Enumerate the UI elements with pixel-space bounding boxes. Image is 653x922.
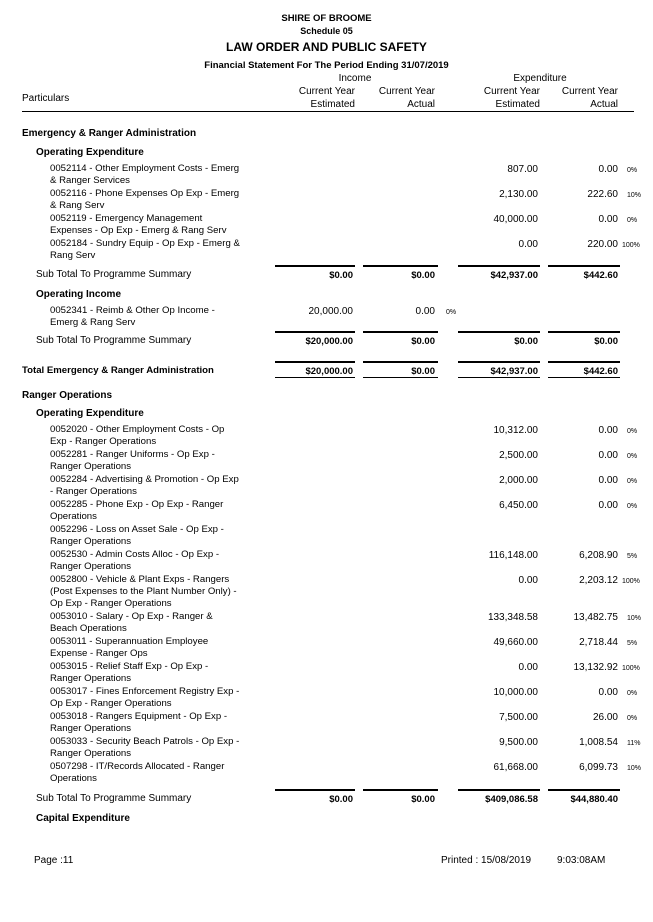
total-underline bbox=[458, 377, 540, 378]
exp-est-value: 10,312.00 bbox=[493, 425, 538, 436]
exp-act-value: 2,718.44 bbox=[579, 637, 618, 648]
pct-value: 11% bbox=[627, 740, 641, 747]
total-exp-est: $42,937.00 bbox=[490, 366, 538, 377]
row-desc-l1: 0052285 - Phone Exp - Op Exp - Ranger bbox=[50, 499, 224, 510]
row-desc-l2: - Ranger Operations bbox=[50, 486, 137, 497]
pct-value: 0% bbox=[627, 690, 638, 697]
row-desc-l2: Expenses - Op Exp - Emerg & Rang Serv bbox=[50, 225, 227, 236]
subtotal-exp-est: $409,086.58 bbox=[485, 794, 538, 805]
total-exp-act: $442.60 bbox=[583, 366, 618, 377]
exp-est-value: 0.00 bbox=[518, 575, 538, 586]
exp-act-value: 1,008.54 bbox=[579, 737, 618, 748]
exp-est-value: 807.00 bbox=[507, 164, 538, 175]
pct-value: 100% bbox=[622, 242, 640, 249]
pct-value: 0% bbox=[446, 309, 457, 316]
pct-value: 10% bbox=[627, 765, 642, 772]
exp-est-value: 133,348.58 bbox=[487, 612, 538, 623]
total-rule bbox=[363, 331, 438, 333]
row-desc-l2: & Rang Serv bbox=[50, 200, 105, 211]
total-rule bbox=[548, 361, 620, 363]
exp-act-value: 220.00 bbox=[587, 239, 618, 250]
total-rule bbox=[275, 361, 355, 363]
income-act-header-l2: Actual bbox=[407, 99, 435, 110]
subtotal-exp-est: $0.00 bbox=[514, 336, 538, 347]
row-desc-l2: Ranger Operations bbox=[50, 673, 132, 684]
subtotal-exp-act: $44,880.40 bbox=[570, 794, 618, 805]
org-name: SHIRE OF BROOME bbox=[281, 13, 372, 24]
total-rule bbox=[548, 331, 620, 333]
subsection-label: Capital Expenditure bbox=[36, 813, 130, 824]
subtotal-label: Sub Total To Programme Summary bbox=[36, 269, 192, 280]
total-rule bbox=[363, 361, 438, 363]
subtotal-inc-act: $0.00 bbox=[411, 270, 435, 281]
row-desc-l1: 0053017 - Fines Enforcement Registry Exp - bbox=[50, 686, 240, 697]
total-rule bbox=[275, 331, 355, 333]
row-desc-l2: & Ranger Services bbox=[50, 175, 130, 186]
expenditure-header: Expenditure bbox=[513, 73, 567, 84]
total-inc-est: $20,000.00 bbox=[305, 366, 353, 377]
exp-act-value: 0.00 bbox=[598, 425, 618, 436]
printed-time: 9:03:08AM bbox=[557, 855, 606, 866]
exp-est-value: 10,000.00 bbox=[493, 687, 538, 698]
row-desc-l1: 0052281 - Ranger Uniforms - Op Exp - bbox=[50, 449, 215, 460]
exp-act-value: 0.00 bbox=[598, 214, 618, 225]
exp-est-value: 9,500.00 bbox=[499, 737, 538, 748]
total-rule bbox=[548, 265, 620, 267]
report-title: LAW ORDER AND PUBLIC SAFETY bbox=[226, 40, 427, 54]
exp-act-value: 0.00 bbox=[598, 475, 618, 486]
subtotal-inc-est: $0.00 bbox=[329, 794, 353, 805]
total-rule bbox=[458, 265, 540, 267]
exp-est-value: 116,148.00 bbox=[488, 550, 538, 561]
total-rule bbox=[363, 789, 438, 791]
total-rule bbox=[458, 789, 540, 791]
row-desc-l1: 0053033 - Security Beach Patrols - Op Exp - bbox=[50, 736, 240, 747]
row-desc-l2: Rang Serv bbox=[50, 250, 96, 261]
row-desc-l1: 0052284 - Advertising & Promotion - Op Exp bbox=[50, 474, 239, 485]
pct-value: 10% bbox=[627, 192, 642, 199]
row-desc-l2: Expense - Ranger Ops bbox=[50, 648, 148, 659]
row-desc-l2: Ranger Operations bbox=[50, 461, 132, 472]
report-period: Financial Statement For The Period Ending 31/07/2019 bbox=[204, 60, 449, 71]
subsection-label: Operating Expenditure bbox=[36, 147, 144, 158]
total-label: Total Emergency & Ranger Administration bbox=[22, 365, 214, 376]
row-desc-l1: 0052296 - Loss on Asset Sale - Op Exp - bbox=[50, 524, 224, 535]
total-rule bbox=[275, 265, 355, 267]
exp-est-value: 40,000.00 bbox=[493, 214, 538, 225]
exp-act-header-l2: Actual bbox=[590, 99, 618, 110]
row-desc-l1: 0052341 - Reimb & Other Op Income - bbox=[50, 305, 215, 316]
row-desc-l1: 0052184 - Sundry Equip - Op Exp - Emerg & bbox=[50, 238, 240, 249]
schedule-label: Schedule 05 bbox=[300, 26, 353, 36]
exp-act-value: 0.00 bbox=[598, 450, 618, 461]
exp-act-value: 13,132.92 bbox=[573, 662, 618, 673]
total-underline bbox=[363, 377, 438, 378]
total-underline bbox=[548, 377, 620, 378]
row-desc-l2: Ranger Operations bbox=[50, 536, 132, 547]
subtotal-inc-act: $0.00 bbox=[411, 794, 435, 805]
exp-act-value: 26.00 bbox=[592, 712, 618, 723]
exp-act-value: 0.00 bbox=[598, 164, 618, 175]
row-desc-l2: Emerg & Rang Serv bbox=[50, 317, 136, 328]
row-desc-l1: 0052800 - Vehicle & Plant Exps - Rangers bbox=[50, 574, 230, 585]
row-desc-l1: 0052020 - Other Employment Costs - Op bbox=[50, 424, 225, 435]
exp-act-value: 6,099.73 bbox=[579, 762, 618, 773]
exp-act-value: 2,203.12 bbox=[579, 575, 618, 586]
row-desc-l2: Op Exp - Ranger Operations bbox=[50, 698, 172, 709]
total-rule bbox=[363, 265, 438, 267]
row-desc-l2: Operations bbox=[50, 773, 97, 784]
subtotal-label: Sub Total To Programme Summary bbox=[36, 793, 192, 804]
row-desc-l2: Ranger Operations bbox=[50, 561, 132, 572]
exp-est-value: 2,000.00 bbox=[499, 475, 538, 486]
exp-act-value: 0.00 bbox=[598, 687, 618, 698]
row-desc-l1: 0053015 - Relief Staff Exp - Op Exp - bbox=[50, 661, 209, 672]
total-rule bbox=[458, 361, 540, 363]
row-desc-l2: Operations bbox=[50, 511, 97, 522]
income-act-header-l1: Current Year bbox=[378, 86, 435, 97]
header-rule bbox=[22, 111, 634, 112]
row-desc-l1: 0052530 - Admin Costs Alloc - Op Exp - bbox=[50, 549, 220, 560]
row-desc-l2: (Post Expenses to the Plant Number Only) - bbox=[50, 586, 237, 597]
exp-act-header-l1: Current Year bbox=[561, 86, 618, 97]
pct-value: 0% bbox=[627, 428, 638, 435]
exp-act-value: 6,208.90 bbox=[579, 550, 618, 561]
exp-est-value: 6,450.00 bbox=[499, 500, 538, 511]
printed-date: Printed : 15/08/2019 bbox=[441, 855, 532, 866]
pct-value: 5% bbox=[627, 553, 638, 560]
exp-est-header-l1: Current Year bbox=[483, 86, 540, 97]
exp-est-value: 0.00 bbox=[518, 662, 538, 673]
total-underline bbox=[275, 377, 355, 378]
exp-est-value: 61,668.00 bbox=[493, 762, 538, 773]
row-desc-l1: 0053010 - Salary - Op Exp - Ranger & bbox=[50, 611, 213, 622]
income-est-header-l1: Current Year bbox=[298, 86, 355, 97]
particulars-header: Particulars bbox=[22, 93, 70, 104]
row-desc-l1: 0052119 - Emergency Management bbox=[50, 213, 203, 224]
row-desc-l3: Op Exp - Ranger Operations bbox=[50, 598, 172, 609]
section-title: Emergency & Ranger Administration bbox=[22, 128, 197, 139]
exp-est-value: 2,130.00 bbox=[499, 189, 538, 200]
row-desc-l1: 0052116 - Phone Expenses Op Exp - Emerg bbox=[50, 188, 240, 199]
row-desc-l2: Ranger Operations bbox=[50, 723, 132, 734]
pct-value: 0% bbox=[627, 167, 638, 174]
row-desc-l2: Exp - Ranger Operations bbox=[50, 436, 157, 447]
subtotal-label: Sub Total To Programme Summary bbox=[36, 335, 192, 346]
pct-value: 0% bbox=[627, 217, 638, 224]
total-inc-act: $0.00 bbox=[411, 366, 435, 377]
row-desc-l1: 0053018 - Rangers Equipment - Op Exp - bbox=[50, 711, 228, 722]
row-desc-l2: Ranger Operations bbox=[50, 748, 132, 759]
income-header: Income bbox=[338, 73, 372, 84]
pct-value: 0% bbox=[627, 453, 638, 460]
row-desc-l1: 0507298 - IT/Records Allocated - Ranger bbox=[50, 761, 225, 772]
subtotal-inc-est: $20,000.00 bbox=[305, 336, 353, 347]
exp-est-header-l2: Estimated bbox=[495, 99, 540, 110]
subtotal-exp-act: $0.00 bbox=[594, 336, 618, 347]
row-desc-l1: 0053011 - Superannuation Employee bbox=[50, 636, 209, 647]
exp-est-value: 0.00 bbox=[518, 239, 538, 250]
exp-est-value: 49,660.00 bbox=[493, 637, 538, 648]
pct-value: 0% bbox=[627, 503, 638, 510]
section-title: Ranger Operations bbox=[22, 390, 113, 401]
inc-est-value: 20,000.00 bbox=[308, 306, 353, 317]
exp-act-value: 0.00 bbox=[598, 500, 618, 511]
exp-act-value: 13,482.75 bbox=[573, 612, 618, 623]
exp-est-value: 2,500.00 bbox=[499, 450, 538, 461]
inc-act-value: 0.00 bbox=[415, 306, 435, 317]
pct-value: 5% bbox=[627, 640, 638, 647]
total-rule bbox=[275, 789, 355, 791]
total-rule bbox=[548, 789, 620, 791]
pct-value: 10% bbox=[627, 615, 642, 622]
pct-value: 100% bbox=[622, 665, 640, 672]
subtotal-inc-act: $0.00 bbox=[411, 336, 435, 347]
row-desc-l2: Beach Operations bbox=[50, 623, 127, 634]
pct-value: 100% bbox=[622, 578, 640, 585]
pct-value: 0% bbox=[627, 478, 638, 485]
subtotal-inc-est: $0.00 bbox=[329, 270, 353, 281]
total-rule bbox=[458, 331, 540, 333]
income-est-header-l2: Estimated bbox=[310, 99, 355, 110]
exp-act-value: 222.60 bbox=[587, 189, 618, 200]
subsection-label: Operating Income bbox=[36, 289, 122, 300]
page-number: Page :11 bbox=[34, 855, 74, 866]
pct-value: 0% bbox=[627, 715, 638, 722]
subtotal-exp-act: $442.60 bbox=[583, 270, 618, 281]
subsection-label: Operating Expenditure bbox=[36, 408, 144, 419]
row-desc-l1: 0052114 - Other Employment Costs - Emerg bbox=[50, 163, 240, 174]
exp-est-value: 7,500.00 bbox=[499, 712, 538, 723]
subtotal-exp-est: $42,937.00 bbox=[490, 270, 538, 281]
